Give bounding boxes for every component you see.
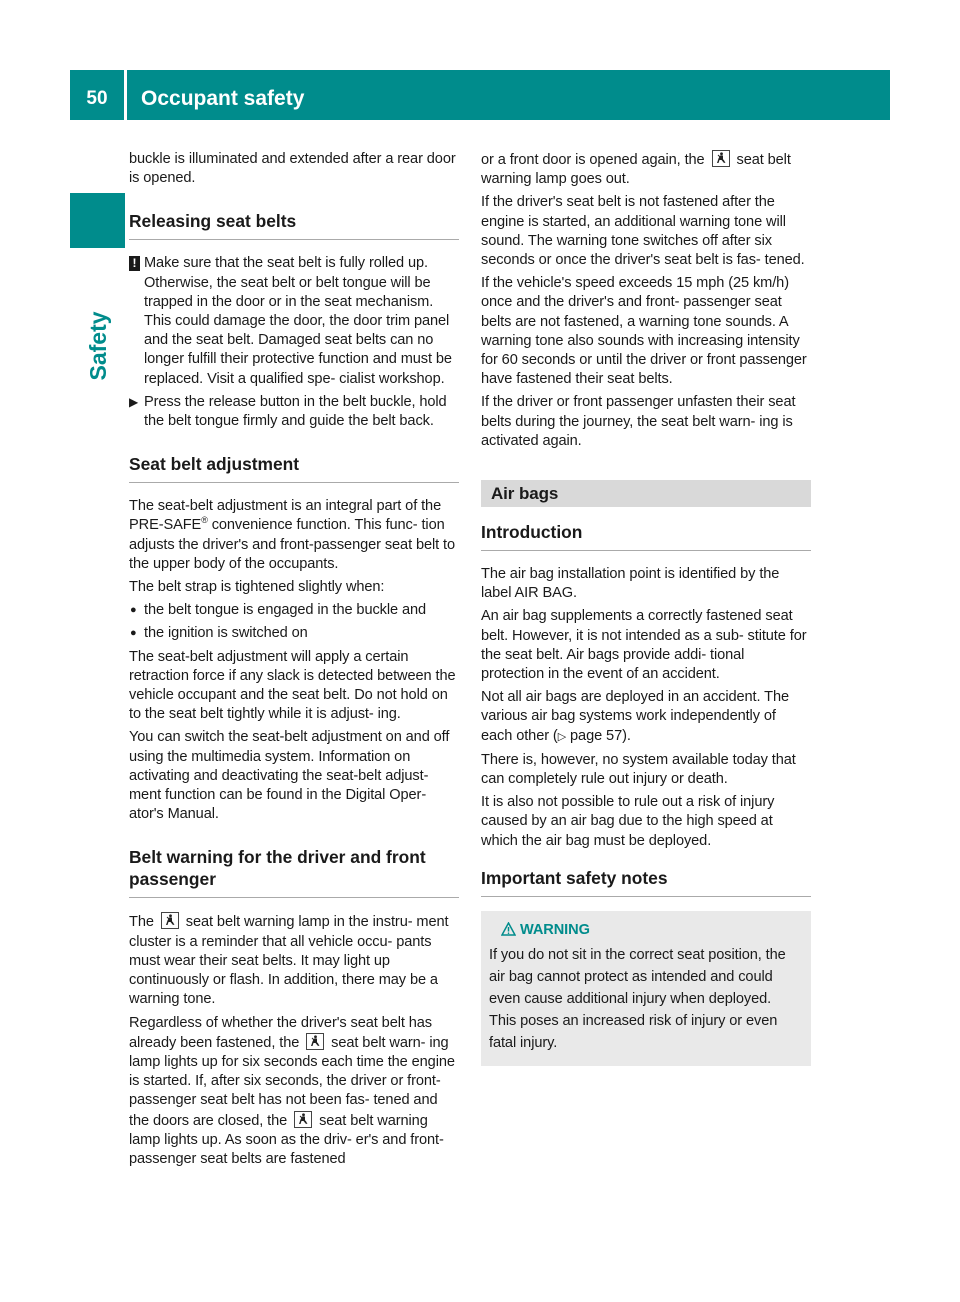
list-item xyxy=(129,601,459,620)
note-text: Make sure that the seat belt is fully rolled up. Otherwise, the seat belt or belt tongue will be trapped in the door or in the seat mechanism. This could damage the door, the door trim panel and the seat belt. Damaged seat belts can no longer fulfill their protective function and must be replaced. Visit a qualified spe- cialist workshop. xyxy=(144,255,452,387)
continuation-start: or a front door is opened again, the xyxy=(481,152,705,168)
warning-box xyxy=(481,911,811,1066)
header-divider xyxy=(124,70,127,120)
airbag-paragraph-2: An air bag supplements a correctly fastened seat belt. However, it is not intended as a sub- stitute for the seat belt. Air bags provide addi- tional protection in the event of an accident. xyxy=(481,608,807,683)
page-number: 50 xyxy=(86,88,108,109)
unfasten-paragraph: If the driver or front passenger unfasten their seat belts during the journey, the seat belt warn- ing is activated again. xyxy=(481,394,796,449)
page-reference-link[interactable]: page 57 xyxy=(570,727,623,744)
belt-warning-p1-end: seat belt warning lamp in the instru- ment cluster is a reminder that all vehicle occu- pants must wear their seat belts. It may light up continuously or flash. In addition, there may be a warning tone. xyxy=(129,914,449,1008)
continuation-paragraph xyxy=(481,150,811,189)
list-item-text: the ignition is switched on xyxy=(144,625,308,642)
heading-introduction: Introduction xyxy=(481,521,811,551)
continuation-end: seat belt warning lamp goes out. xyxy=(481,152,791,188)
airbag-paragraph-1: The air bag installation point is identified by the label AIR BAG. xyxy=(481,566,780,602)
section-tab-marker xyxy=(70,193,125,248)
warning-triangle-icon xyxy=(501,922,516,936)
section-heading-air-bags: Air bags xyxy=(481,480,811,507)
seat-belt-warning-lamp-icon xyxy=(306,1033,324,1050)
adjustment-paragraph-2: The belt strap is tightened slightly when: xyxy=(129,579,385,596)
belt-warning-paragraph-2 xyxy=(129,1014,459,1170)
seat-belt-warning-lamp-icon xyxy=(294,1111,312,1128)
airbag-p3-end: ). xyxy=(622,727,631,744)
heading-important-safety-notes: Important safety notes xyxy=(481,867,811,897)
adjustment-paragraph-1 xyxy=(129,497,459,574)
adjustment-p1-start: The seat-belt adjustment is an integral part of the PRE-SAFE xyxy=(129,498,442,534)
step-text: Press the release button in the belt buckle, hold the belt tongue firmly and guide the belt back. xyxy=(144,393,447,430)
warning-title-row xyxy=(489,921,799,940)
warning-tone-paragraph: If the driver's seat belt is not fastened after the engine is started, an additional warning tone will sound. The warning tone switches off after six seconds or once the driver's seat belt is fas- tened. xyxy=(481,194,805,269)
heading-releasing-seat-belts: Releasing seat belts xyxy=(129,210,459,240)
belt-warning-p2-start: Regardless of whether the driver's seat belt has already been fastened, the xyxy=(129,1014,432,1051)
exclamation-icon: ! xyxy=(129,256,140,271)
heading-belt-warning: Belt warning for the driver and front passenger xyxy=(129,846,459,898)
warning-title: WARNING xyxy=(520,921,590,938)
list-item xyxy=(129,624,459,643)
page-reference-arrow-icon: ▷ xyxy=(557,730,567,743)
intro-text: buckle is illuminated and extended after a rear door is opened. xyxy=(129,151,456,187)
step-arrow-icon: ▶ xyxy=(129,394,139,409)
instruction-step xyxy=(129,393,459,431)
bullet-icon: ● xyxy=(130,604,137,617)
belt-warning-p2-middle: seat belt warn- ing lamp lights up for six seconds each time the engine is started. If, after six seconds, the driver or front-passenger seat belt has not been fas- tened and the doors are closed, the xyxy=(129,1034,455,1129)
belt-warning-paragraph-1 xyxy=(129,912,459,1009)
airbag-paragraph-3 xyxy=(481,688,811,747)
section-side-label: Safety xyxy=(84,311,111,381)
page-title: Occupant safety xyxy=(141,87,305,110)
belt-warning-p1-start: The xyxy=(129,914,154,931)
note-block xyxy=(129,254,459,388)
heading-seat-belt-adjustment: Seat belt adjustment xyxy=(129,453,459,483)
bullet-icon: ● xyxy=(130,627,137,640)
seat-belt-warning-lamp-icon xyxy=(161,912,179,929)
belt-warning-p2-end: seat belt warning lamp lights up. As soon as the driv- er's and front-passenger seat belts are fastened xyxy=(129,1112,444,1167)
registered-mark: ® xyxy=(201,515,208,526)
right-column xyxy=(481,150,811,1066)
adjustment-paragraph-3: The seat-belt adjustment will apply a certain retraction force if any slack is detected between the vehicle occupant and the seat belt. Do not hold on to the seat belt tightly while it is adjust- ing. xyxy=(129,648,456,723)
list-item-text: the belt tongue is engaged in the buckle and xyxy=(144,602,427,619)
left-column xyxy=(129,150,459,1173)
warning-text: If you do not sit in the correct seat position, the air bag cannot protect as intended and could even cause additional injury when deployed. This poses an increased risk of injury or even fatal injury. xyxy=(489,946,786,1051)
adjustment-p1-end: convenience function. This func- tion adjusts the driver's and front-passenger seat belt to the upper body of the occupants. xyxy=(129,517,456,572)
airbag-paragraph-4: There is, however, no system available today that can completely rule out injury or death. xyxy=(481,751,796,788)
airbag-paragraph-5: It is also not possible to rule out a risk of injury caused by an air bag due to the high speed at which the air bag must be deployed. xyxy=(481,794,775,849)
speed-paragraph: If the vehicle's speed exceeds 15 mph (25 km/h) once and the driver's and front- passenger seat belts are not fastened, a warning tone sounds. A warning tone also sounds with increasing intensity for 60 seconds or until the driver or front passenger have fastened their seat belts. xyxy=(481,275,807,388)
airbag-p3-start: Not all air bags are deployed in an accident. The various air bag systems work independently of each other ( xyxy=(481,689,789,744)
seat-belt-warning-lamp-icon xyxy=(712,150,730,167)
adjustment-paragraph-4: You can switch the seat-belt adjustment on and off using the multimedia system. Information on activating and deactivating the seat-belt adjust- ment function can be found in the Digital Oper- ator's Manual. xyxy=(129,729,450,823)
